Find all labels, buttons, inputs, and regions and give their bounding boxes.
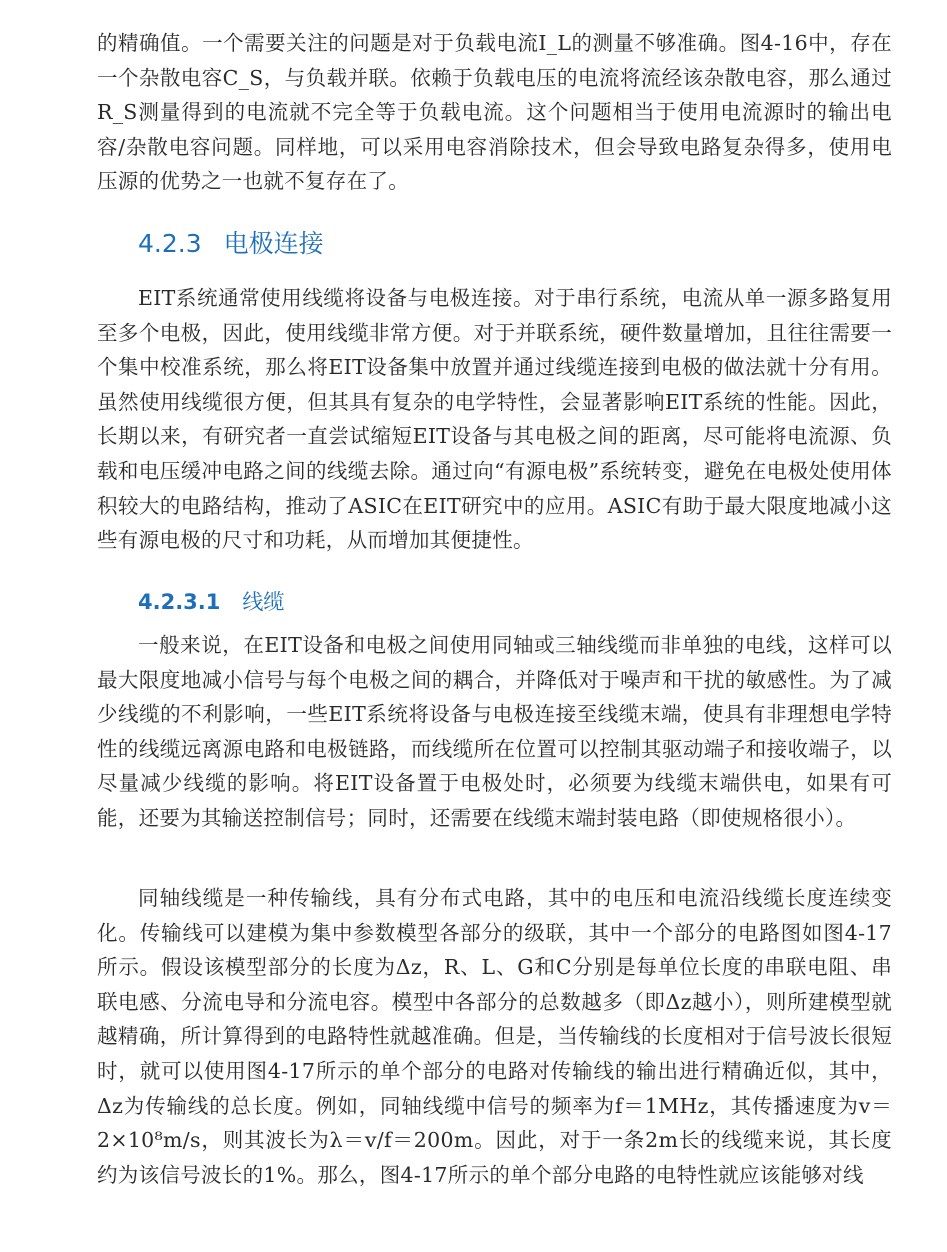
subsection-title: 线缆 (242, 590, 285, 614)
cable-paragraph-2: 同轴线缆是一种传输线，具有分布式电路，其中的电压和电流沿线缆长度连续变化。传输线可以建模为集中参数模型各部分的级联，其中一个部分的电路图如图4-17所示。假设该模型部分的长度为Δz，R、L、G和C分别是每单位长度的串联电阻、串联电感、分流电导和分流电容。模型中各部分的总数越多（即Δz越小），则所建模型就越精确，所计算得到的电路特性就越准确。但是，当传输线的长度相对于信号波长很短时，就可以使用图4-17所示的单个部分的电路对传输线的输出进行精确近似，其中，Δz为传输线的总长度。例如，同轴线缆中信号的频率为f＝1MHz，其传播速度为v＝2×10⁸m/s，则其波长为λ＝v/f＝200m。因此，对于一条2m长的线缆来说，其长度约为该信号波长的1%。那么，图4-17所示的单个部分电路的电特性就应该能够对线 (97, 886, 892, 1187)
cable-paragraph-1: 一般来说，在EIT设备和电极之间使用同轴或三轴线缆而非单独的电线，这样可以最大限度地减小信号与每个电极之间的耦合，并降低对于噪声和干扰的敏感性。为了减少线缆的不利影响，一些EIT系统将设备与电极连接至线缆末端，使具有非理想电学特性的线缆远离源电路和电极链路，而线缆所在位置可以控制其驱动端子和接收端子，以尽量减少线缆的影响。将EIT设备置于电极处时，必须要为线缆末端供电，如果有可能，还要为其输送控制信号；同时，还需要在线缆末端封装电路（即使规格很小）。 (97, 633, 892, 830)
section-number: 4.2.3 (138, 229, 202, 258)
electrode-paragraph: EIT系统通常使用线缆将设备与电极连接。对于串行系统，电流从单一源多路复用至多个电极，因此，使用线缆非常方便。对于并联系统，硬件数量增加，且往往需要一个集中校准系统，那么将EIT设备集中放置并通过线缆连接到电极的做法就十分有用。虽然使用线缆很方便，但其具有复杂的电学特性，会显著影响EIT系统的性能。因此，长期以来，有研究者一直尝试缩短EIT设备与其电极之间的距离，尽可能将电流源、负载和电压缓冲电路之间的线缆去除。通过向“有源电极”系统转变，避免在电极处使用体积较大的电路结构，推动了ASIC在EIT研究中的应用。ASIC有助于最大限度地减小这些有源电极的尺寸和功耗，从而增加其便捷性。 (97, 286, 892, 553)
subsection-number: 4.2.3.1 (138, 590, 221, 614)
intro-paragraph: 的精确值。一个需要关注的问题是对于负载电流I_L的测量不够准确。图4-16中，存在一个杂散电容C_S，与负载并联。依赖于负载电压的电流将流经该杂散电容，那么通过R_S测量得到的电流就不完全等于负载电流。这个问题相当于使用电流源时的输出电容/杂散电容问题。同样地，可以采用电容消除技术，但会导致电路复杂得多，使用电压源的优势之一也就不复存在了。 (97, 31, 892, 194)
section-heading-4-2-3 (97, 227, 892, 261)
section-title: 电极连接 (223, 229, 324, 258)
section-heading-4-2-3-1 (97, 587, 892, 617)
